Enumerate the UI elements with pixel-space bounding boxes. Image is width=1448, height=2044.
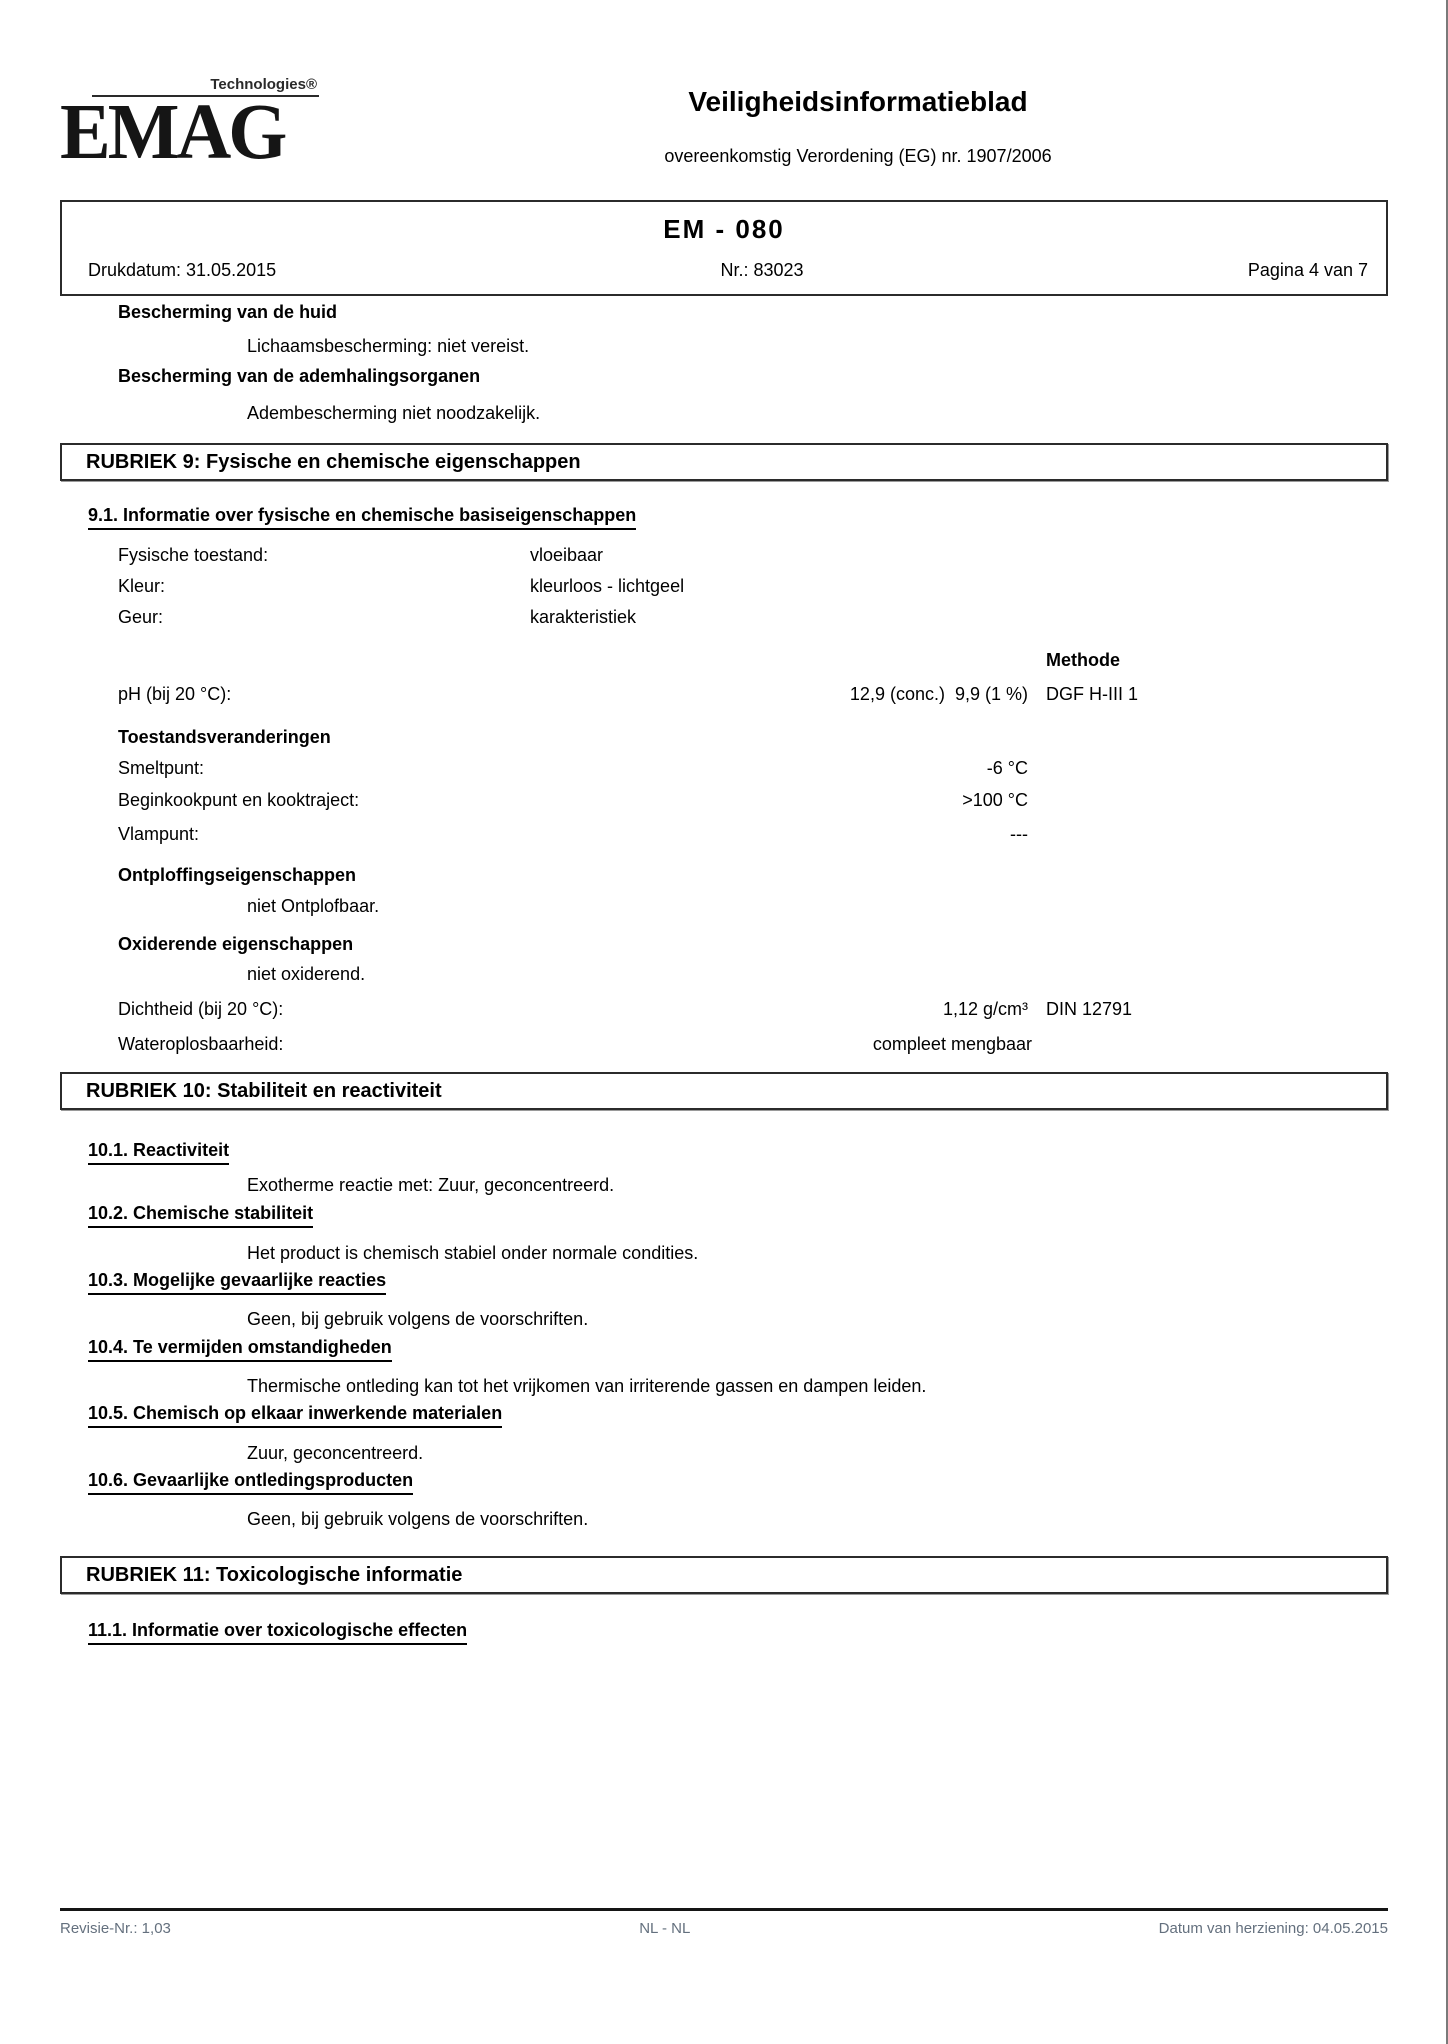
physical-state-value: vloeibaar	[530, 545, 604, 565]
oxidizing-properties-heading: Oxiderende eigenschappen	[118, 934, 354, 954]
methode-column-header: Methode	[1046, 650, 1120, 670]
emag-logo	[60, 76, 317, 178]
logo-brand-text: EMAG	[60, 87, 285, 176]
water-solubility-label: Wateroplosbaarheid:	[118, 1034, 284, 1054]
flash-point-label: Vlampunt:	[118, 824, 200, 844]
flash-point-value: ---	[1010, 824, 1028, 844]
subsection-10-6-heading: 10.6. Gevaarlijke ontledingsproducten	[88, 1470, 413, 1495]
document-number: Nr.: 83023	[720, 260, 804, 280]
subsection-10-3-heading: 10.3. Mogelijke gevaarlijke reacties	[88, 1270, 386, 1295]
density-value: 1,12 g/cm³	[942, 999, 1028, 1019]
subsection-10-2-text: Het product is chemisch stabiel onder normale condities.	[247, 1243, 699, 1263]
boiling-point-value: >100 °C	[962, 790, 1028, 810]
footer-divider	[60, 1908, 1388, 1911]
color-label: Kleur:	[118, 576, 166, 596]
odor-label: Geur:	[118, 607, 164, 627]
melting-point-value: -6 °C	[986, 758, 1028, 778]
water-solubility-value: compleet mengbaar	[872, 1034, 1032, 1054]
state-changes-heading: Toestandsveranderingen	[118, 727, 331, 747]
ph-value: 12,9 (conc.) 9,9 (1 %)	[849, 684, 1028, 704]
product-header-box	[60, 200, 1388, 296]
density-method: DIN 12791	[1046, 999, 1133, 1019]
product-name: EM - 080	[663, 214, 785, 244]
color-value: kleurloos - lichtgeel	[530, 576, 685, 596]
footer-revision: Revisie-Nr.: 1,03	[60, 1920, 171, 1937]
section-9-1-subheading: 9.1. Informatie over fysische en chemische basiseigenschappen	[88, 505, 636, 530]
subsection-10-5-text: Zuur, geconcentreerd.	[247, 1443, 424, 1463]
subsection-10-6-text: Geen, bij gebruik volgens de voorschriften.	[247, 1509, 589, 1529]
subsection-10-1-heading: 10.1. Reactiviteit	[88, 1140, 229, 1165]
ph-method: DGF H-III 1	[1046, 684, 1139, 704]
subsection-10-4-text: Thermische ontleding kan tot het vrijkomen van irriterende gassen en dampen leiden.	[247, 1376, 927, 1396]
physical-state-label: Fysische toestand:	[118, 545, 269, 565]
subsection-10-2-heading: 10.2. Chemische stabiliteit	[88, 1203, 313, 1228]
page-indicator: Pagina 4 van 7	[1247, 260, 1368, 280]
odor-value: karakteristiek	[530, 607, 637, 627]
density-label: Dichtheid (bij 20 °C):	[118, 999, 284, 1019]
subsection-10-4-heading: 10.4. Te vermijden omstandigheden	[88, 1337, 392, 1362]
skin-protection-heading: Bescherming van de huid	[118, 302, 338, 322]
skin-protection-text: Lichaamsbescherming: niet vereist.	[247, 336, 530, 356]
oxidizing-properties-text: niet oxiderend.	[247, 964, 366, 984]
section-11-1-subheading: 11.1. Informatie over toxicologische effecten	[88, 1620, 467, 1645]
footer-language: NL - NL	[639, 1920, 691, 1937]
document-subtitle: overeenkomstig Verordening (EG) nr. 1907/2006	[664, 146, 1052, 166]
respiratory-protection-heading: Bescherming van de ademhalingsorganen	[118, 366, 481, 386]
document-title: Veiligheidsinformatieblad	[688, 86, 1028, 117]
explosive-properties-heading: Ontploffingseigenschappen	[118, 865, 357, 885]
boiling-point-label: Beginkookpunt en kooktraject:	[118, 790, 360, 810]
logo-tagline: Technologies®	[92, 76, 319, 97]
section-11-heading: RUBRIEK 11: Toxicologische informatie	[60, 1556, 1388, 1594]
respiratory-protection-text: Adembescherming niet noodzakelijk.	[247, 403, 541, 423]
page-footer	[60, 1920, 1388, 1937]
section-9-heading: RUBRIEK 9: Fysische en chemische eigenschappen	[60, 443, 1388, 481]
footer-revision-date: Datum van herziening: 04.05.2015	[1158, 1920, 1388, 1937]
subsection-10-1-text: Exotherme reactie met: Zuur, geconcentreerd.	[247, 1175, 615, 1195]
subsection-10-5-heading: 10.5. Chemisch op elkaar inwerkende materialen	[88, 1403, 502, 1428]
print-date: Drukdatum: 31.05.2015	[88, 260, 277, 280]
melting-point-label: Smeltpunt:	[118, 758, 205, 778]
ph-label: pH (bij 20 °C):	[118, 684, 232, 704]
explosive-properties-text: niet Ontplofbaar.	[247, 896, 380, 916]
subsection-10-3-text: Geen, bij gebruik volgens de voorschriften.	[247, 1309, 589, 1329]
section-10-heading: RUBRIEK 10: Stabiliteit en reactiviteit	[60, 1072, 1388, 1110]
